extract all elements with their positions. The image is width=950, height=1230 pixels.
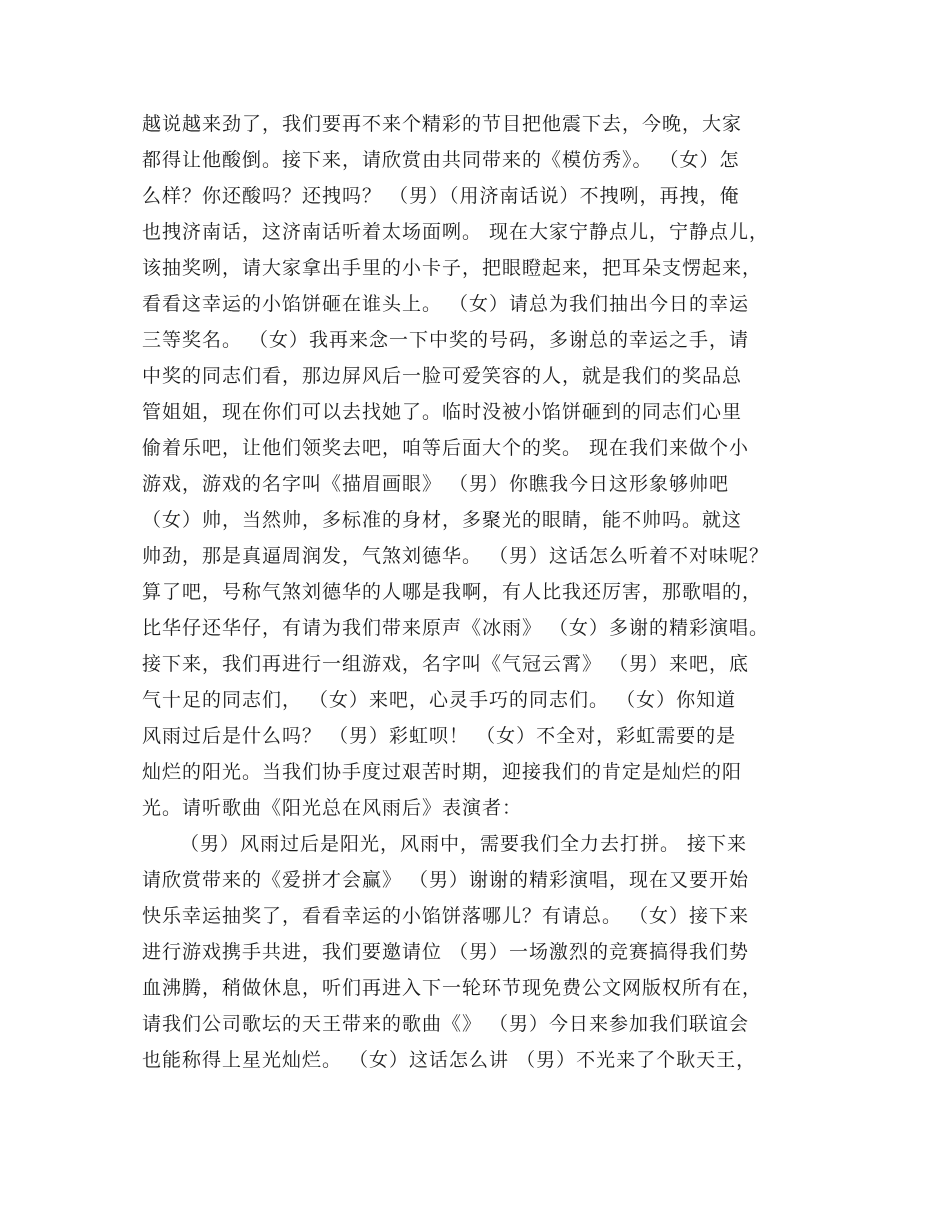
text-line: 也能称得上星光灿烂。 （女）这话怎么讲 （男）不光来了个耿天王，	[142, 1049, 757, 1071]
text-line: 风雨过后是什么吗？ （男）彩虹呗！ （女）不全对，彩虹需要的是	[142, 725, 737, 747]
text-line: 管姐姐，现在你们可以去找她了。临时没被小馅饼砸到的同志们心里	[142, 401, 743, 423]
text-line: 请我们公司歌坛的天王带来的歌曲《》 （男）今日来参加我们联谊会	[142, 1013, 750, 1035]
text-line: 游戏，游戏的名字叫《描眉画眼》 （男）你瞧我今日这形象够帅吧	[142, 473, 730, 495]
text-line: 越说越来劲了，我们要再不来个精彩的节目把他震下去，今晚，大家	[142, 113, 743, 135]
text-line: 么样？你还酸吗？还拽吗？ （男）（用济南话说）不拽咧，再拽，俺	[142, 185, 740, 207]
text-line: 都得让他酸倒。接下来，请欣赏由共同带来的《模仿秀》。 （女）怎	[142, 149, 740, 171]
text-line: （女）帅，当然帅，多标准的身材，多聚光的眼睛，能不帅吗。就这	[142, 509, 743, 531]
text-line: 接下来，我们再进行一组游戏，名字叫《气冠云霄》 （男）来吧，底	[142, 653, 750, 675]
text-line: 气十足的同志们， （女）来吧，心灵手巧的同志们。 （女）你知道	[142, 689, 737, 711]
text-line: 帅劲，那是真逼周润发，气煞刘德华。 （男）这话怎么听着不对味呢？	[142, 545, 770, 567]
text-line: 灿烂的阳光。当我们协手度过艰苦时期，迎接我们的肯定是灿烂的阳	[142, 761, 743, 783]
text-line: 快乐幸运抽奖了，看看幸运的小馅饼落哪儿？有请总。 （女）接下来	[142, 905, 750, 927]
text-line: 看看这幸运的小馅饼砸在谁头上。 （女）请总为我们抽出今日的幸运	[142, 293, 750, 315]
text-line: 偷着乐吧，让他们领奖去吧，咱等后面大个的奖。 现在我们来做个小	[142, 437, 750, 459]
text-line: 算了吧，号称气煞刘德华的人哪是我啊，有人比我还厉害，那歌唱的，	[142, 581, 763, 603]
text-line: 比华仔还华仔，有请为我们带来原声《冰雨》 （女）多谢的精彩演唱。	[142, 617, 770, 639]
text-line: 中奖的同志们看，那边屏风后一脸可爱笑容的人，就是我们的奖品总	[142, 365, 743, 387]
text-line: 血沸腾，稍做休息，听们再进入下一轮环节现免费公文网版权所有在，	[142, 977, 763, 999]
document-body	[142, 106, 812, 1078]
text-line: 进行游戏携手共进，我们要邀请位 （男）一场激烈的竞赛搞得我们势	[142, 941, 750, 963]
text-line-indented: （男）风雨过后是阳光，风雨中，需要我们全力去打拼。 接下来	[180, 833, 748, 855]
text-line: 也拽济南话，这济南话听着太场面咧。 现在大家宁静点儿，宁静点儿，	[142, 221, 770, 243]
text-line: 该抽奖咧，请大家拿出手里的小卡子，把眼瞪起来，把耳朵支愣起来，	[142, 257, 763, 279]
text-line: 请欣赏带来的《爱拼才会赢》 （男）谢谢的精彩演唱，现在又要开始	[142, 869, 750, 891]
text-line: 三等奖名。 （女）我再来念一下中奖的号码，多谢总的幸运之手，请	[142, 329, 750, 351]
text-line: 光。请听歌曲《阳光总在风雨后》表演者：	[142, 797, 523, 819]
